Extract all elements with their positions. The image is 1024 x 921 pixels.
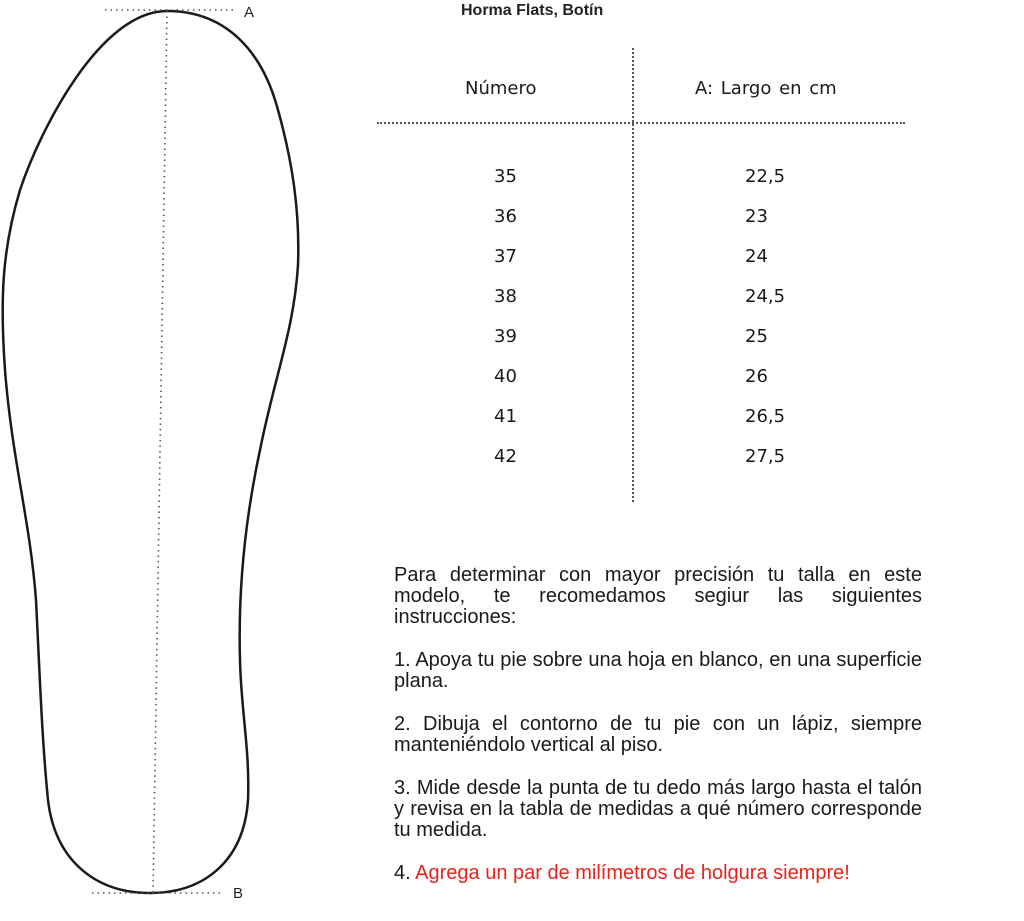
table-cell-size: 41: [494, 406, 517, 427]
table-cell-size: 36: [494, 206, 517, 227]
instruction-step-4: [394, 863, 922, 884]
instructions: [394, 565, 922, 906]
step-4-prefix: 4.: [394, 862, 416, 884]
table-cell-size: 38: [494, 286, 517, 307]
table-header-divider: [377, 122, 905, 124]
table-cell-size: 37: [494, 246, 517, 267]
column-header-number: Número: [465, 78, 537, 99]
table-cell-length: 24: [745, 246, 768, 267]
instruction-step-2: 2. Dibuja el contorno de tu pie con un lápiz, siempre manteniéndolo vertical al piso.: [394, 713, 922, 756]
length-axis-line: [153, 11, 167, 893]
table-column-divider: [632, 48, 634, 502]
sole-outline: [3, 11, 299, 893]
table-cell-size: 35: [494, 166, 517, 187]
step-4-highlight: Agrega un par de milímetros de holgura siempre!: [415, 862, 850, 884]
table-cell-length: 26: [745, 366, 768, 387]
instruction-step-1: 1. Apoya tu pie sobre una hoja en blanco, en una superficie plana.: [394, 649, 922, 692]
instructions-intro: Para determinar con mayor precisión tu talla en este modelo, te recomedamos segiur las siguientes instrucciones:: [394, 564, 922, 628]
table-cell-length: 26,5: [745, 406, 786, 427]
point-b-label: B: [233, 885, 244, 902]
table-cell-length: 27,5: [745, 446, 786, 467]
point-a-label: A: [244, 4, 255, 21]
foot-sole-diagram: [0, 0, 320, 921]
page-title: Horma Flats, Botín: [461, 2, 604, 19]
table-cell-length: 25: [745, 326, 768, 347]
table-cell-length: 22,5: [745, 166, 786, 187]
table-cell-size: 39: [494, 326, 517, 347]
instruction-step-3: 3. Mide desde la punta de tu dedo más largo hasta el talón y revisa en la tabla de medidas a qué número corresponde tu medida.: [394, 777, 922, 841]
table-cell-size: 40: [494, 366, 517, 387]
table-cell-length: 23: [745, 206, 768, 227]
table-cell-length: 24,5: [745, 286, 786, 307]
table-cell-size: 42: [494, 446, 517, 467]
column-header-length: A: Largo en cm: [695, 78, 837, 99]
